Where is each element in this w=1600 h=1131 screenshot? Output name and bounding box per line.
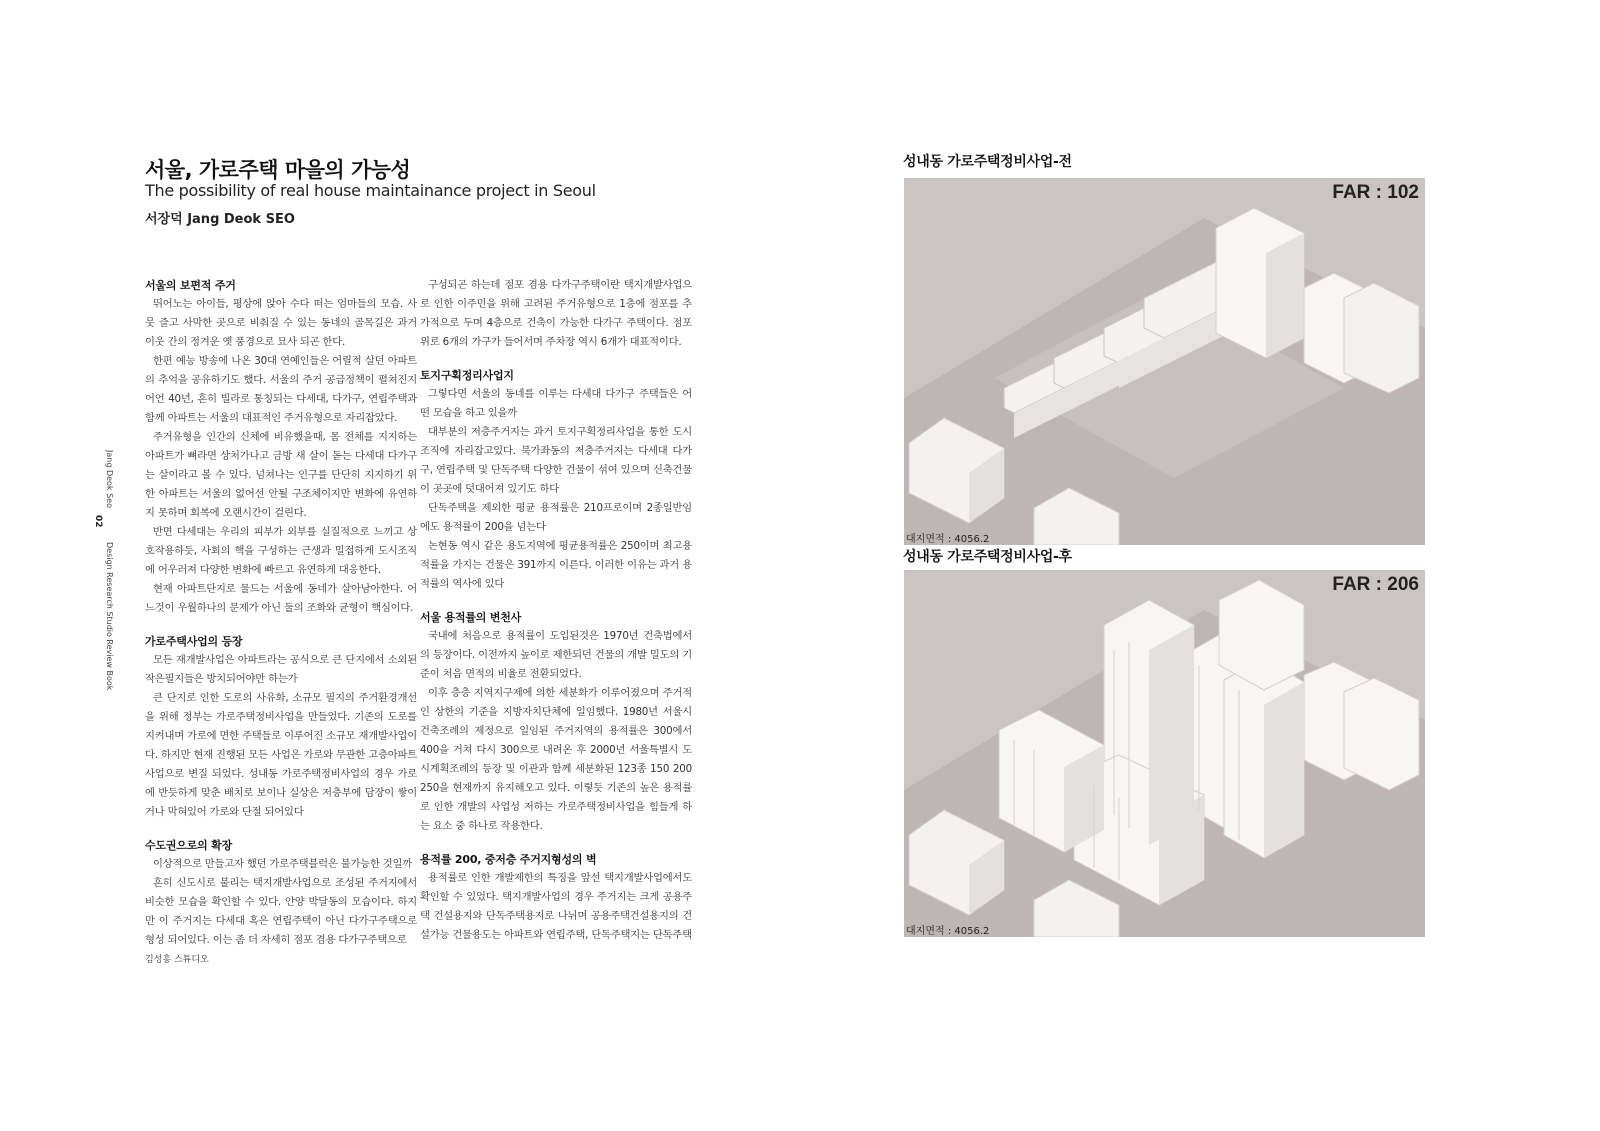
section-heading: 서울의 보편적 주거 xyxy=(145,279,236,292)
paragraph: 단독주택을 제외한 평균 용적률은 210프로이며 2종일반임에도 용적률이 200을 넘는다 xyxy=(420,502,692,533)
site-area-label: 대지면적 : 4056.2 xyxy=(906,926,990,937)
paragraph: 주거유형을 인간의 신체에 비유했을때, 몸 전체를 지지하는 아파트가 뼈라면 상처가나고 금방 새 살이 돋는 다세대 다가구는 살이라고 볼 수 있다. 넘쳐나는 인구를 단단히 지지하기 위한 아파트는 서울의 없어선 안될 구조체이지만 변화에 유연하지 못하며 회복에 오랜시간이 걸린다. xyxy=(145,431,417,519)
paragraph: 대부분의 저층주거지는 과거 토지구획정리사업을 통한 도시조직에 자리잡고있다. 북가좌동의 저층주거지는 다세대 다가구, 연립주택 및 단독주택 다양한 건물이 섞여 있으며 신축건물이 곳곳에 덧대어져 있기도 하다 xyxy=(420,426,692,495)
paragraph: 반면 다세대는 우리의 피부가 외부를 실질적으로 느끼고 상호작용하듯, 사회의 핵을 구성하는 근생과 밀접하게 도시조직에 어우러져 다양한 변화에 빠르고 유연하게 대응한다. xyxy=(145,526,417,576)
paragraph: 구성되곤 하는데 점포 겸용 다가구주택이란 택지개발사업으로 인한 이주민을 위해 고려된 주거유형으로 1층에 점포를 추가적으로 두며 4층으로 건축이 가능한 다가구 주택이다. 점포위로 6개의 가구가 들어서며 주차장 역시 6개가 대표적이다. xyxy=(420,279,692,348)
paragraph: 큰 단지로 인한 도로의 사유화, 소규모 필지의 주거환경개선을 위해 정부는 가로주택정비사업을 만들었다. 기존의 도로를 지켜내며 가로에 면한 주택들로 이루어진 소규모 재개발사업이다. 하지만 현재 진행된 모든 사업은 가로와 무관한 고층아파트사업으로 변질 되었다. 성내동 가로주택정비사업의 경우 가로에 반듯하게 맞춘 배치로 보이나 실상은 저층부에 담장이 쌓이거나 막혀있어 가로와 단절 되어있다 xyxy=(145,692,417,818)
text-column-1 xyxy=(145,276,417,950)
paragraph: 흔히 신도시로 불리는 택지개발사업으로 조성된 주거지에서 비슷한 모습을 확인할 수 있다. 안양 박달동의 모습이다. 하지만 이 주거지는 다세대 혹은 연립주택이 아닌 다가구주택으로 형성 되어있다. 이는 좀 더 자세히 점포 겸용 다가구주택으로 xyxy=(145,877,417,946)
section-heading: 토지구획정리사업지 xyxy=(420,369,514,382)
figure-title-after: 성내동 가로주택정비사업-후 xyxy=(903,549,1072,565)
section-heading: 가로주택사업의 등장 xyxy=(145,635,243,648)
paragraph: 국내에 처음으로 용적률이 도입된것은 1970년 건축법에서의 등장이다. 이전까지 높이로 제한되던 건물의 개발 밀도의 기준이 처음 면적의 비율로 전환되었다. xyxy=(420,630,692,680)
paragraph: 이후 층층 지역지구제에 의한 세분화가 이루어졌으며 주거적인 상한의 기준을 지방자치단체에 일임했다. 1980년 서울시 건축조례의 제정으로 일임된 주거지역의 용적률은 300에서 400을 거쳐 다시 300으로 내려온 후 2000년 서울특별시 도시계획조례의 등장 및 이관과 함께 세분화된 123종 150 200 250을 현재까지 유지해오고 있다. 이렇듯 기존의 높은 용적률로 인한 개발의 사업성 저하는 가로주택정비사업을 힘들게 하는 요소 중 하나로 작용한다. xyxy=(420,687,692,832)
side-vertical-text xyxy=(102,450,116,691)
text-column-2 xyxy=(420,276,692,945)
paragraph: 이상적으로 만들고자 했던 가로주택블럭은 불가능한 것일까 xyxy=(153,858,413,870)
section-heading: 서울 용적률의 변천사 xyxy=(420,611,522,624)
paragraph: 현재 아파트단지로 물드는 서울에 동네가 살아남아한다. 어느것이 우월하나의 문제가 아닌 둘의 조화와 균형이 핵심이다. xyxy=(145,583,417,614)
figure-before-image xyxy=(904,178,1425,545)
paragraph: 용적률로 인한 개발제한의 특징을 앞선 택지개발사업에서도 확인할 수 있었다. 택지개발사업의 경우 주거지는 크게 공용주택 건설용지와 단독주택용지로 나뉘며 공용주택건설용지의 건설가능 건물용도는 아파트와 연립주택, 단독주택지는 단독주택 xyxy=(420,872,692,941)
author: 서장덕 Jang Deok SEO xyxy=(145,212,295,227)
paragraph: 한편 예능 방송에 나온 30대 연예인들은 어릴적 살던 아파트의 추억을 공유하기도 했다. 서울의 주거 공급정책이 펼쳐진지 어언 40년, 흔히 빌라로 통칭되는 다세대, 다가구, 연립주택과 함께 아파트는 서울의 대표적인 주거유형으로 자리잡았다. xyxy=(145,355,417,424)
article-title: 서울, 가로주택 마을의 가능성 xyxy=(145,158,411,182)
massing-model-after xyxy=(904,570,1425,937)
section-heading: 용적률 200, 중저층 주거지형성의 벽 xyxy=(420,853,597,866)
book-label-vertical: Design Research Studio Review Book xyxy=(105,542,114,691)
section-heading: 수도권으로의 확장 xyxy=(145,839,233,852)
figure-after-image xyxy=(904,570,1425,937)
site-area-label: 대지면적 : 4056.2 xyxy=(906,534,990,545)
article-subtitle: The possibility of real house maintainance project in Seoul xyxy=(145,181,596,200)
paragraph: 그렇다면 서울의 동네를 이루는 다세대 다가구 주택들은 어떤 모습을 하고 있을까 xyxy=(420,388,692,419)
massing-model-before xyxy=(904,178,1425,545)
page-number: 02 xyxy=(93,515,103,528)
studio-name: 김성흥 스튜디오 xyxy=(145,955,209,965)
author-name-vertical: Jang Deok Seo xyxy=(105,450,114,508)
paragraph: 모든 재개발사업은 아파트라는 공식으로 큰 단지에서 소외된 작은필지들은 방치되어야만 하는가 xyxy=(145,654,417,685)
far-label: FAR : 102 xyxy=(1332,182,1419,203)
far-label: FAR : 206 xyxy=(1332,574,1419,595)
paragraph: 논현동 역시 같은 용도지역에 평균용적률은 250이며 최고용적률을 가지는 건물은 391까지 이른다. 이러한 이유는 과거 용적률의 역사에 있다 xyxy=(420,540,692,590)
figure-title-before: 성내동 가로주택정비사업-전 xyxy=(903,154,1072,170)
paragraph: 뛰어노는 아이들, 평상에 앉아 수다 떠는 엄마들의 모습. 사뭇 즐고 사막한 곳으로 비춰질 수 있는 동네의 골목길은 과거 이웃 간의 정겨운 옛 풍경으로 묘사 되곤 한다. xyxy=(145,298,417,348)
